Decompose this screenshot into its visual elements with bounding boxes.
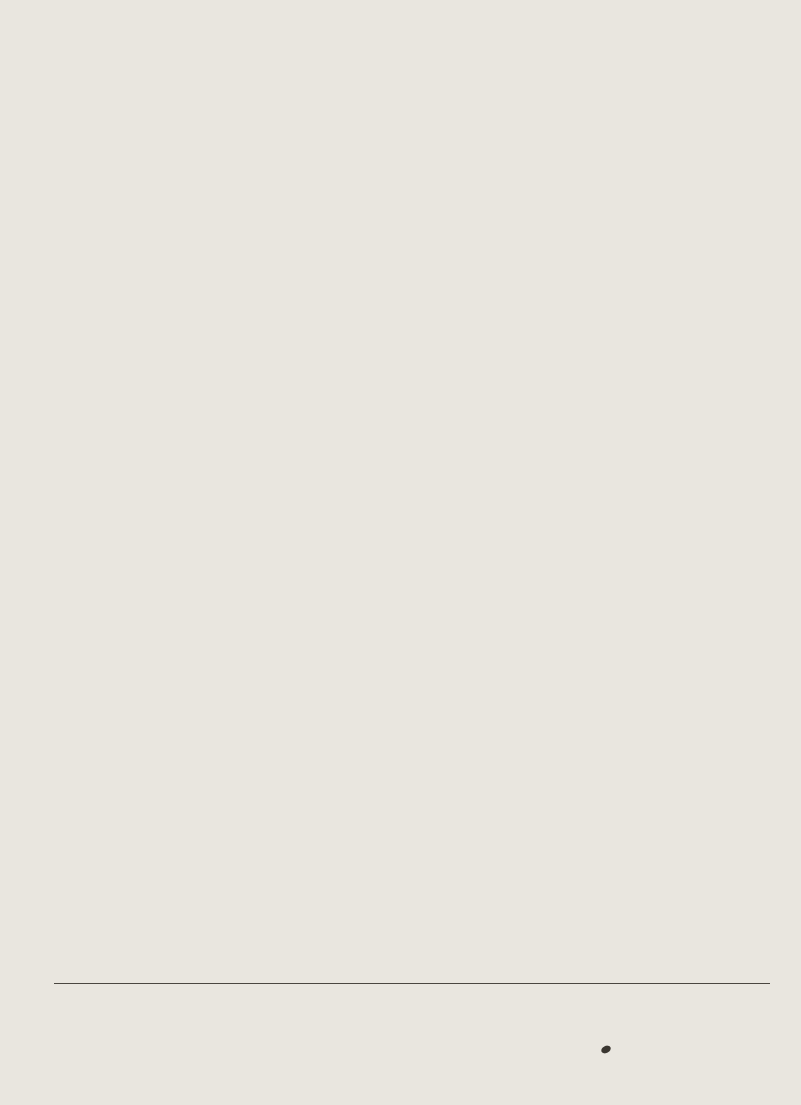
- ink-smudge: [600, 1044, 612, 1055]
- main-text: [54, 46, 770, 50]
- footnote-rule: [54, 983, 770, 984]
